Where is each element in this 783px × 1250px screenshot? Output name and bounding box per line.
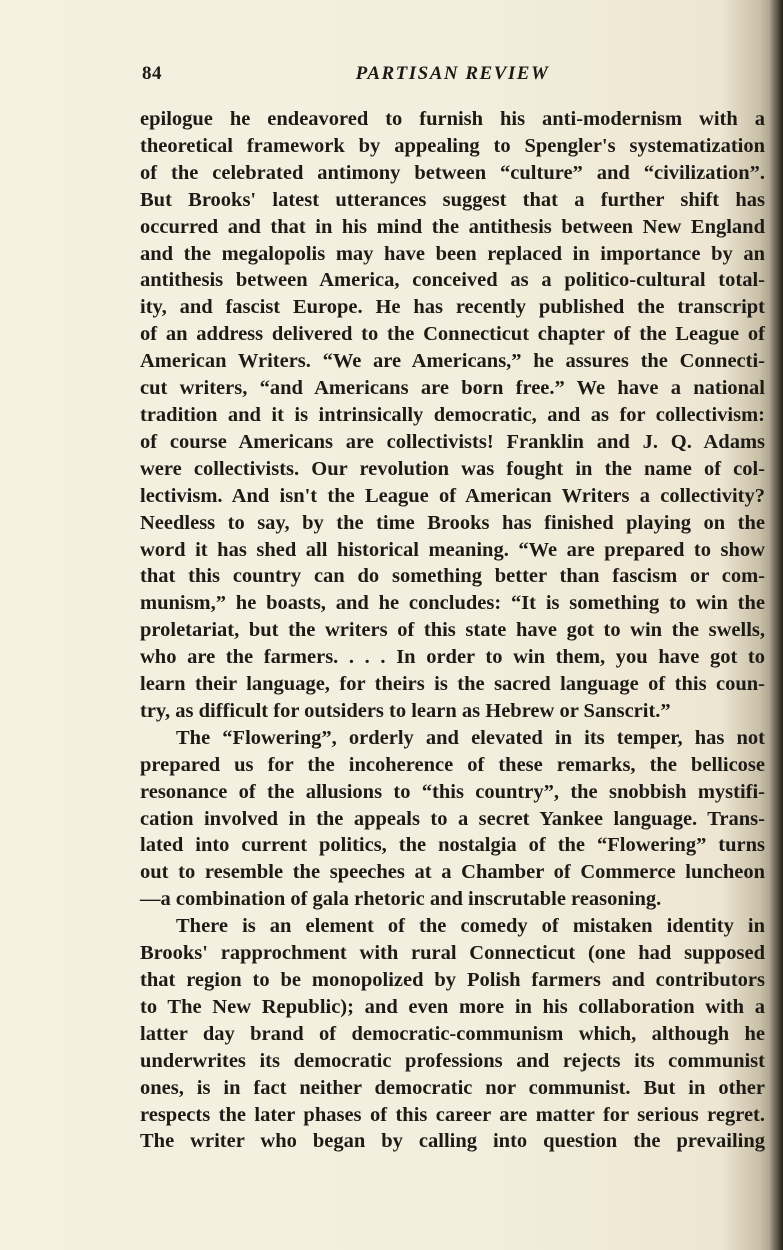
text-line: cation involved in the appeals to a secret Yankee language. Trans- xyxy=(140,807,765,830)
text-line: of an address delivered to the Connecticut chapter of the League of xyxy=(140,323,765,346)
book-spine-shadow xyxy=(769,0,783,1250)
text-line: learn their language, for theirs is the sacred language of this coun- xyxy=(140,673,765,696)
text-line: that region to be monopolized by Polish farmers and contributors xyxy=(140,969,765,991)
text-line: American Writers. “We are Americans,” he assures the Connecti- xyxy=(140,350,765,373)
text-line: of the celebrated antimony between “culture” and “civilization”. xyxy=(140,161,765,184)
running-title: PARTISAN REVIEW xyxy=(355,63,550,84)
text-line: word it has shed all historical meaning. “We are prepared to show xyxy=(140,538,765,561)
text-line: that this country can do something better than fascism or com- xyxy=(140,565,765,588)
text-line: ity, and fascist Europe. He has recently published the transcript xyxy=(140,296,765,319)
paragraph-3 xyxy=(140,913,765,1155)
text-line: respects the later phases of this career are matter for serious regret. xyxy=(140,1103,765,1126)
text-line: try, as difficult for outsiders to learn as Hebrew or Sanscrit.” xyxy=(140,699,671,722)
text-line: There is an element of the comedy of mistaken identity in xyxy=(176,915,765,938)
text-line: and the megalopolis may have been replaced in importance by an xyxy=(140,242,765,265)
page-number: 84 xyxy=(142,63,162,84)
text-line: out to resemble the speeches at a Chamber of Commerce luncheon xyxy=(140,861,765,884)
text-line: The writer who began by calling into question the prevailing xyxy=(140,1130,765,1153)
text-line: who are the farmers. . . . In order to win them, you have got to xyxy=(140,646,765,669)
text-line: ones, is in fact neither democratic nor communist. But in other xyxy=(140,1076,765,1099)
text-line: underwrites its democratic professions and rejects its communist xyxy=(140,1049,765,1072)
text-line: proletariat, but the writers of this state have got to win the swells, xyxy=(140,619,765,642)
text-line: were collectivists. Our revolution was fought in the name of col- xyxy=(140,457,765,480)
page-header xyxy=(140,55,765,95)
text-line: prepared us for the incoherence of these remarks, the bellicose xyxy=(140,753,765,776)
text-line: Needless to say, by the time Brooks has finished playing on the xyxy=(140,511,765,534)
body-text xyxy=(140,106,765,1155)
paragraph-1 xyxy=(140,106,765,725)
text-line: to The New Republic); and even more in his collaboration with a xyxy=(140,995,765,1018)
text-line: The “Flowering”, orderly and elevated in its temper, has not xyxy=(176,726,765,749)
text-line: latter day brand of democratic-communism which, although he xyxy=(140,1022,765,1045)
text-line: epilogue he endeavored to furnish his anti-modernism with a xyxy=(140,108,765,130)
text-line: Brooks' rapprochment with rural Connecticut (one had supposed xyxy=(140,942,765,965)
paragraph-2 xyxy=(140,725,765,913)
text-line: —a combination of gala rhetoric and inscrutable reasoning. xyxy=(140,888,662,911)
text-line: But Brooks' latest utterances suggest that a further shift has xyxy=(140,188,765,211)
text-line: munism,” he boasts, and he concludes: “It is something to win the xyxy=(140,592,765,615)
text-line: lated into current politics, the nostalgia of the “Flowering” turns xyxy=(140,834,765,857)
text-line: tradition and it is intrinsically democratic, and as for collectivism: xyxy=(140,403,765,426)
text-line: of course Americans are collectivists! Franklin and J. Q. Adams xyxy=(140,430,765,453)
text-line: lectivism. And isn't the League of American Writers a collectivity? xyxy=(140,484,765,507)
text-line: resonance of the allusions to “this country”, the snobbish mystifi- xyxy=(140,780,765,803)
text-line: theoretical framework by appealing to Spengler's systematization xyxy=(140,134,765,157)
text-line: antithesis between America, conceived as a politico-cultural total- xyxy=(140,269,765,292)
text-line: occurred and that in his mind the antithesis between New England xyxy=(140,215,765,238)
text-line: cut writers, “and Americans are born free.” We have a national xyxy=(140,377,765,400)
